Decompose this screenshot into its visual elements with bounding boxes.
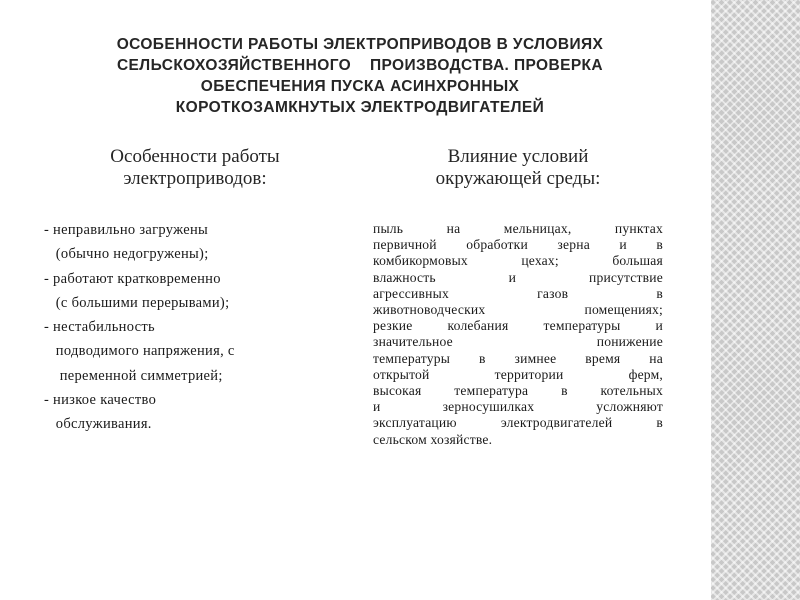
text-line: резкие колебания температуры и [373,318,663,334]
list-line: подводимого напряжения, с [44,343,235,360]
list-line: - неправильно загружены [44,222,209,238]
text-line: открытой территории ферм, [373,366,663,382]
list-line: - работают кратковременно [44,270,221,287]
heading-line: Влияние условий [447,146,589,167]
text-line: высокая температура в котельных [373,383,663,399]
right-column-heading [368,146,668,190]
text-line: животноводческих помещениях; [373,302,663,318]
title-line: СЕЛЬСКОХОЗЯЙСТВЕННОГО ПРОИЗВОДСТВА. ПРОВЕРКА [116,57,604,74]
text-line: влажность и присутствие [373,269,663,285]
title-line: КОРОТКОЗАМКНУТЫХ ЭЛЕКТРОДВИГАТЕЛЕЙ [175,99,545,116]
list-line: обслуживания. [44,416,152,433]
title-line: ОБЕСПЕЧЕНИЯ ПУСКА АСИНХРОННЫХ [200,78,520,95]
list-line: (с большими перерывами); [44,294,230,311]
list-line: (обычно недогружены); [44,246,209,263]
text-line: агрессивных газов в [373,285,663,301]
list-line: - низкое качество [44,392,157,409]
drive-features-list [44,218,344,437]
text-line: сельском хозяйстве. [373,431,493,447]
environment-influence-text [373,221,663,448]
list-line: - нестабильность [44,319,155,336]
text-line: первичной обработки зерна и в [373,237,663,253]
decorative-side-stripe [711,0,800,600]
text-line: комбикормовых цехах; большая [373,253,663,269]
text-line: и зерносушилках усложняют [373,399,663,415]
text-line: эксплуатацию электродвигателей в [373,415,663,431]
title-line: ОСОБЕННОСТИ РАБОТЫ ЭЛЕКТРОПРИВОДОВ В УСЛОВИЯХ [116,36,604,53]
text-line: пыль на мельницах, пунктах [373,221,663,236]
left-column-heading [45,146,345,190]
slide-title [40,34,680,118]
list-line: переменной симметрией; [44,367,223,384]
heading-line: окружающей среды: [435,168,601,189]
heading-line: электроприводов: [123,168,267,189]
text-line: температуры в зимнее время на [373,350,663,366]
text-line: значительное понижение [373,334,663,350]
heading-line: Особенности работы [110,146,280,167]
